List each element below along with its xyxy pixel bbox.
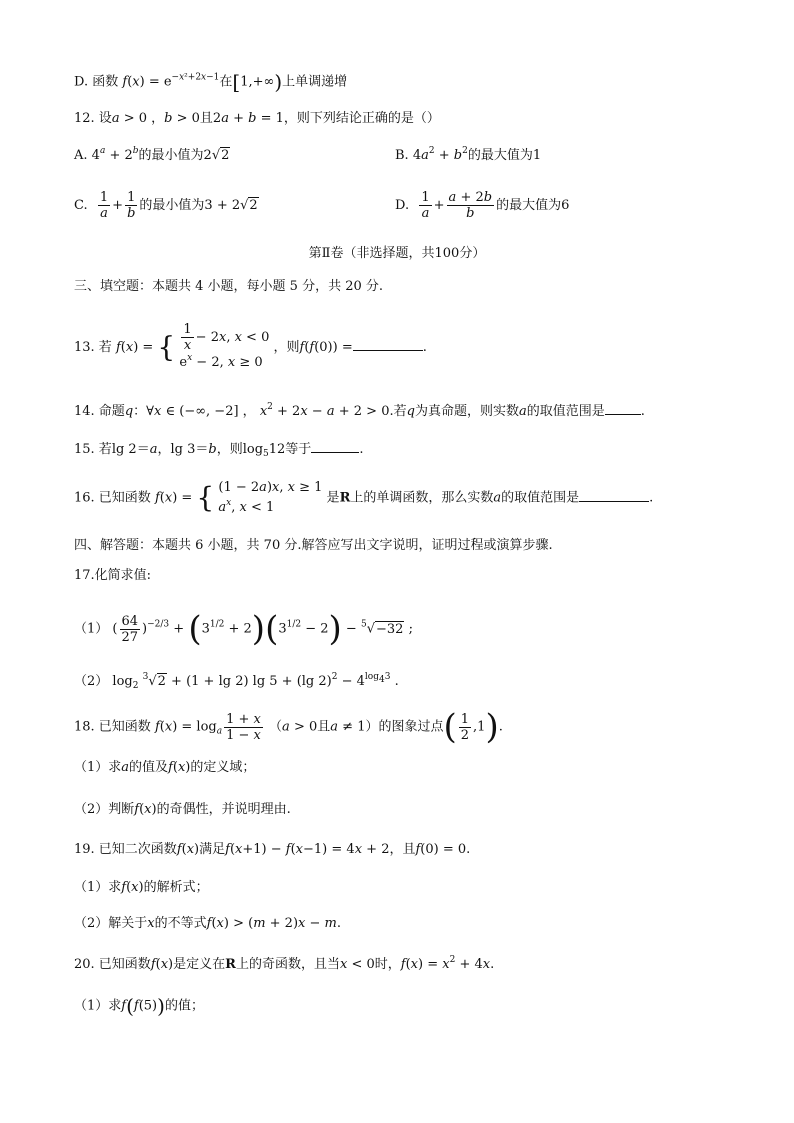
q14: 14. 命题q：∀x ∈ (−∞, −2] ， $x^2 + 2x - a + 2 > 0$.若q为真命题，则实数a的取值范围是 . (74, 402, 645, 419)
q12-option-c: C. $\frac{1}{a}$ + $\frac{1}{b}$ 的最小值为3 + 2√2 (74, 190, 258, 221)
q19: 19. 已知二次函数f(x)满足f(x+1) − f(x−1) = 4x + 2，且f(0) = 0. (74, 842, 471, 857)
q13: 13. 若 f(x) = { $\frac{1}{x}$ − 2x, x < 0 $e^x - 2$, x ≥ 0 ，则f(f(0)) = . (74, 322, 427, 370)
q16: 16. 已知函数 f(x) = { (1 − 2a)x, x ≥ 1 $a^x$, x < 1 是R上的单调函数，那么实数a的取值范围是 . (74, 480, 654, 515)
q12-option-a: A. $4^a + 2^b$的最小值为2√2 (74, 146, 230, 163)
part-3-heading: 三、填空题：本题共 4 小题，每小题 5 分，共 20 分. (74, 279, 384, 294)
q19-part-1: （1）求f(x)的解析式； (74, 880, 209, 895)
q15: 15. 若lg 2＝a，lg 3＝b，则$\log_512$等于 . (74, 442, 364, 459)
q12-option-d: D. $\frac{1}{a}$ + $\frac{a + 2b}{b}$ 的最大值为6 (395, 190, 570, 221)
part-4-heading: 四、解答题：本题共 6 小题，共 70 分.解答应写出文字说明，证明过程或演算步骤. (74, 538, 553, 553)
q19-part-2: （2）解关于x的不等式f(x) > (m + 2)x − m. (74, 916, 341, 931)
q17-part-1: （1） ( $\frac{64}{27}$ )$^{-2/3} + (3^{1/2} + 2)(3^{1/2} - 2) - ^5√-32$ ; (74, 609, 413, 649)
q18: 18. 已知函数 $f(x) = \log_a$ $\frac{1 + x}{1 - x}$ （a > 0且a ≠ 1）的图象过点( $\frac{1}{2}$ ,1). (74, 707, 503, 747)
q20-part-1: （1）求f(f(5))的值； (74, 994, 204, 1018)
q11-option-d: D. 函数 $f(x) = e^{-x^2+2x-1}$在[1,+∞)上单调递增 (74, 70, 348, 94)
q12-stem: 12. 设a > 0 ，b > 0且2a + b = 1，则下列结论正确的是（） (74, 111, 440, 126)
q20: 20. 已知函数f(x)是定义在R上的奇函数，且当x < 0时，$f(x) = x^2 + 4x$. (74, 955, 495, 972)
q18-part-1: （1）求a的值及f(x)的定义域； (74, 760, 256, 775)
q12-option-b: B. $4a^2 + b^2$的最大值为1 (395, 146, 542, 163)
q18-part-2: （2）判断f(x)的奇偶性，并说明理由. (74, 802, 291, 817)
section-2-title: 第Ⅱ卷（非选择题，共100分） (308, 246, 486, 261)
q17-title: 17.化简求值: (74, 568, 152, 583)
q17-part-2: （2） $\log_2 ^3√2 + (1 + \lg 2)$ lg 5 + (lg $2)^2 - 4^{log_43}$ . (74, 672, 399, 691)
